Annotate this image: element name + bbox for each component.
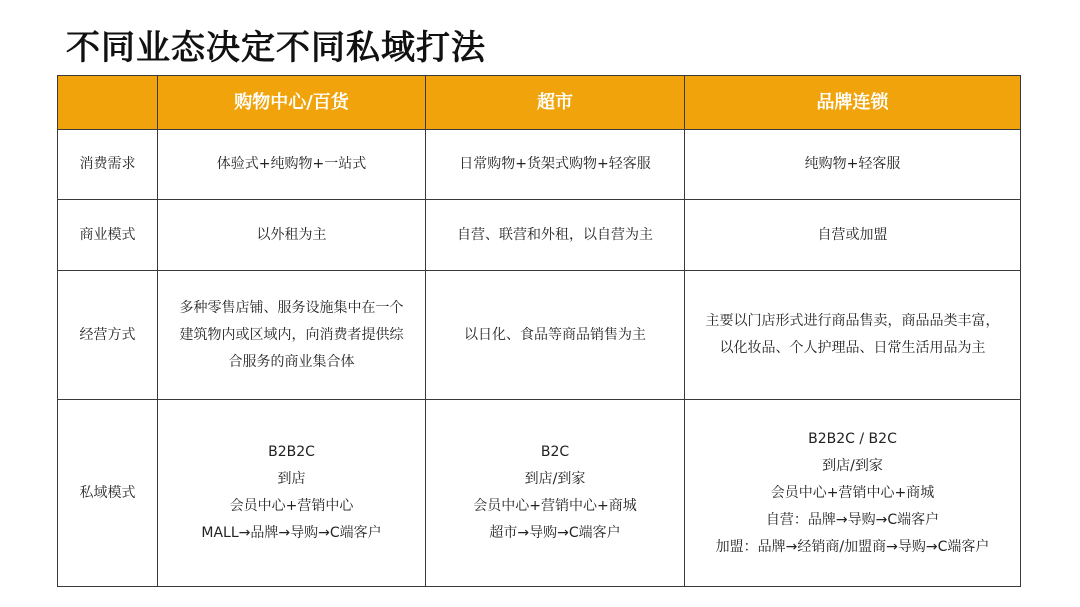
- row-label-private-domain-mode: 私域模式: [58, 400, 158, 587]
- cell-line: 加盟：品牌→经销商/加盟商→导购→C端客户: [715, 538, 990, 555]
- row-label-business-model: 商业模式: [58, 200, 158, 271]
- cell-line: 以日化、食品等商品销售为主: [464, 326, 646, 343]
- cell-line: 会员中心+营销中心+商城: [770, 484, 935, 501]
- cell-line: 到店/到家: [822, 457, 883, 474]
- table-cell: [426, 400, 685, 587]
- cell-line: 会员中心+营销中心+商城: [473, 498, 637, 514]
- header-mall: 购物中心/百货: [158, 76, 426, 130]
- table-cell: [426, 200, 685, 271]
- table-cell: [685, 271, 1021, 400]
- cell-line: 多种零售店铺、服务设施集中在一个: [179, 299, 404, 316]
- cell-line: 以化妆品、个人护理品、日常生活用品为主: [719, 340, 986, 356]
- table-row: [58, 271, 1021, 400]
- header-supermarket: 超市: [426, 76, 685, 130]
- table-cell: [158, 130, 426, 200]
- table-row: [58, 400, 1021, 587]
- header-brand-chain: 品牌连锁: [685, 76, 1021, 130]
- table-cell: [426, 271, 685, 400]
- cell-line: 纯购物+轻客服: [804, 156, 901, 172]
- row-label-operation-mode: 经营方式: [58, 271, 158, 400]
- table-row: [58, 130, 1021, 200]
- header-corner-cell: [58, 76, 158, 130]
- table-cell: [685, 130, 1021, 200]
- cell-line: 到店/到家: [524, 471, 586, 487]
- cell-line: 以外租为主: [256, 226, 327, 243]
- table-cell: [158, 271, 426, 400]
- cell-line: 超市→导购→C端客户: [489, 525, 621, 541]
- comparison-table: [57, 75, 1021, 587]
- cell-line: 体验式+纯购物+一站式: [216, 156, 367, 172]
- row-label-consumer-demand: 消费需求: [58, 130, 158, 200]
- table-cell: [426, 130, 685, 200]
- cell-line: B2C: [540, 444, 570, 460]
- table-cell: [685, 200, 1021, 271]
- cell-line: 自营或加盟: [817, 226, 888, 243]
- cell-line: 合服务的商业集合体: [228, 353, 355, 370]
- cell-line: 到店: [277, 471, 306, 487]
- cell-line: 建筑物内或区域内，向消费者提供综: [179, 326, 404, 343]
- cell-line: 主要以门店形式进行商品售卖，商品品类丰富，: [705, 313, 1000, 329]
- table-row: [58, 200, 1021, 271]
- cell-line: 会员中心+营销中心: [229, 498, 354, 514]
- table-cell: [158, 200, 426, 271]
- cell-line: 日常购物+货架式购物+轻客服: [459, 156, 651, 172]
- table-cell: [158, 400, 426, 587]
- page-title: 不同业态决定不同私域打法: [66, 28, 486, 68]
- cell-line: B2B2C: [268, 444, 315, 460]
- table-cell: [685, 400, 1021, 587]
- table-header-row: [58, 76, 1021, 130]
- cell-line: 自营、联营和外租，以自营为主: [457, 226, 653, 243]
- cell-line: MALL→品牌→导购→C端客户: [201, 525, 382, 541]
- cell-line: B2B2C / B2C: [808, 430, 897, 447]
- cell-line: 自营：品牌→导购→C端客户: [765, 511, 940, 528]
